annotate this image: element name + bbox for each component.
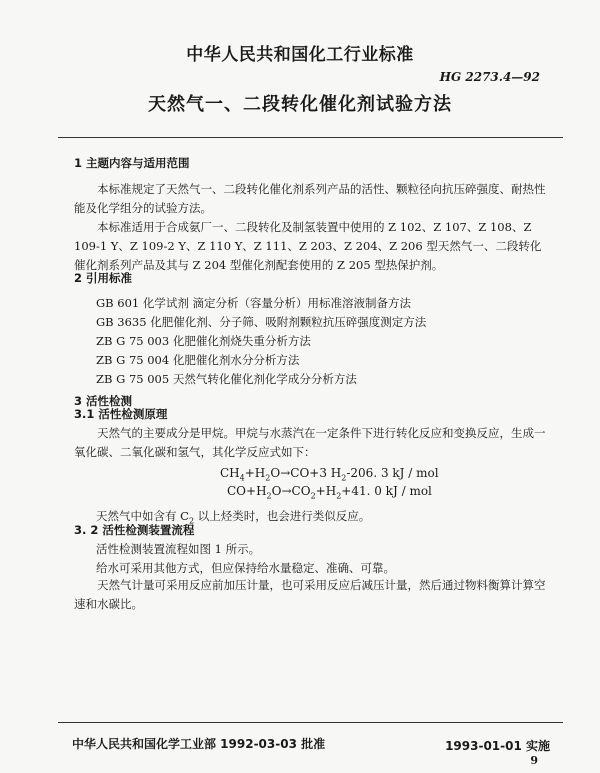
section-3-1-note: 天然气中如含有 $C_2$ 以上烃类时，也会进行类似反应。 xyxy=(96,509,371,526)
section-3-1-paragraph: 天然气的主要成分是甲烷。甲烷与水蒸汽在一定条件下进行转化反应和变换反应，生成一氧化碳、二氧化碳和氢气，其化学反应式如下： xyxy=(74,426,546,459)
reaction-equation-1: $CH_4+H_2O\to CO+3$ $H_2-206$. 3 kJ / mol xyxy=(220,466,439,483)
reference-item: GB 3635 化肥催化剂、分子筛、吸附剂颗粒抗压碎强度测定方法 xyxy=(96,315,427,329)
page-number: 9 xyxy=(530,754,538,767)
section-1-heading: 1 主题内容与适用范围 xyxy=(74,156,190,170)
reference-item: ZB G 75 003 化肥催化剂烧失重分析方法 xyxy=(96,334,311,348)
section-1-paragraph-1: 本标准规定了天然气一、二段转化催化剂系列产品的活性、颗粒径向抗压碎强度、耐热性能及化学组分的试验方法。 xyxy=(74,182,546,215)
effective-date: 1993-01-01 实施 xyxy=(445,739,550,753)
issuing-organization: 中华人民共和国化工行业标准 xyxy=(186,45,414,65)
section-1-paragraph-2: 本标准适用于合成氨厂一、二段转化及制氢装置中使用的 Z 102、Z 107、Z 108、Z 109-1 Y、Z 109-2 Y、Z 110 Y、Z 111、Z 203、Z 204、Z 206 型天然气一、二段转化催化剂系列产品及其与 Z 204 型催化剂配套使用的 Z 205 型热保护剂。 xyxy=(74,220,542,272)
section-3-2-line-2: 给水可采用其他方式，但应保持给水量稳定、准确、可靠。 xyxy=(96,561,395,575)
section-2-heading: 2 引用标准 xyxy=(74,271,133,285)
section-3-2-paragraph: 天然气计量可采用反应前加压计量，也可采用反应后减压计量，然后通过物料衡算计算空速和水碳比。 xyxy=(74,578,546,611)
section-3-heading: 3 活性检测 xyxy=(74,394,133,408)
document-title: 天然气一、二段转化催化剂试验方法 xyxy=(148,94,452,115)
approval-line: 中华人民共和国化学工业部 1992-03-03 批准 xyxy=(72,737,326,751)
reference-item: ZB G 75 004 化肥催化剂水分分析方法 xyxy=(96,353,300,367)
standard-number: HG 2273.4—92 xyxy=(439,70,540,84)
reference-item: ZB G 75 005 天然气转化催化剂化学成分分析方法 xyxy=(96,372,357,386)
bottom-divider xyxy=(58,722,563,723)
section-3-2-heading: 3. 2 活性检测装置流程 xyxy=(74,523,195,537)
top-divider xyxy=(58,137,563,138)
section-3-2-line-1: 活性检测装置流程如图 1 所示。 xyxy=(96,542,261,556)
section-3-1-heading: 3.1 活性检测原理 xyxy=(74,407,168,421)
reaction-equation-2: $CO+H_2O\to CO_2+H_2+41$. 0 kJ / mol xyxy=(227,484,432,501)
reference-item: GB 601 化学试剂 滴定分析（容量分析）用标准溶液制备方法 xyxy=(96,296,412,310)
